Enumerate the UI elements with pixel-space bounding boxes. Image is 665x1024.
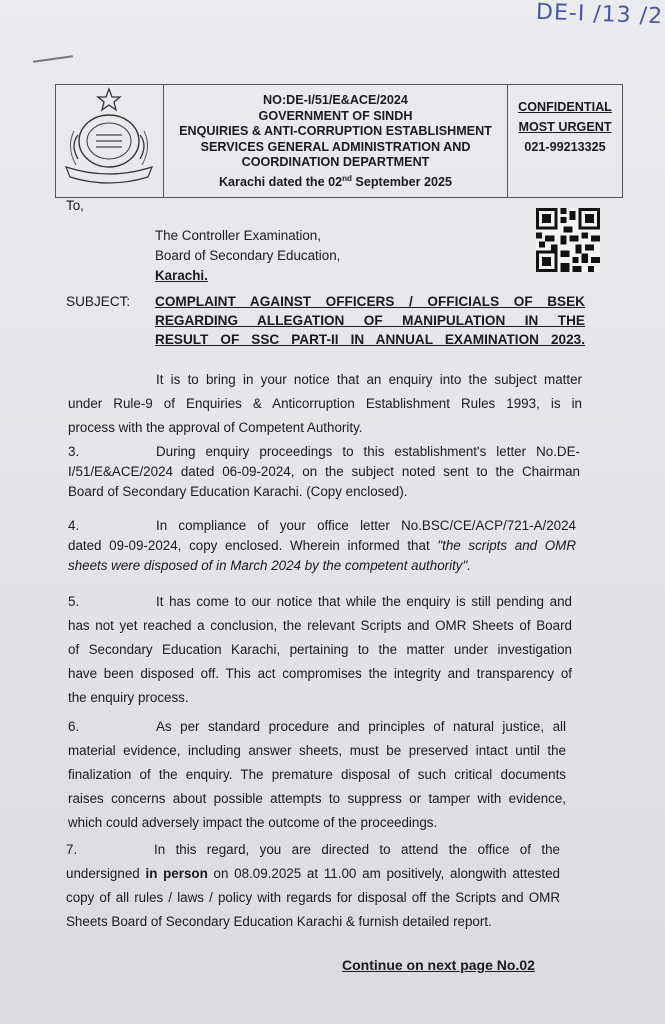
subject-line: REGARDING ALLEGATION OF MANIPULATION IN THE — [155, 313, 585, 328]
phone-number: 021-99213325 — [524, 140, 606, 154]
subject-line: RESULT OF SSC PART-II IN ANNUAL EXAMINATION 2023. — [155, 332, 585, 347]
department-line1: ENQUIRIES & ANTI-CORRUPTION ESTABLISHMENT — [179, 124, 492, 138]
letterhead-title-block — [164, 85, 508, 197]
handwritten-annotation: DE-I /13 /2 — [535, 0, 664, 30]
subject-label: SUBJECT: — [66, 294, 131, 309]
letter-date: Karachi dated the 02nd September 2025 — [218, 173, 453, 189]
paragraph-number: 5. — [68, 594, 80, 609]
most-urgent-label: MOST URGENT — [518, 120, 612, 134]
paragraph-1: It is to bring in your notice that an enquiry into the subject matter under Rule-9 of Enquiries & Anticorruption Establishment Rules 1993, is in process with the approval of Competent Authority. — [68, 372, 582, 435]
emphasis-in-person: in person — [145, 866, 208, 881]
addressee-block — [155, 226, 340, 286]
quoted-text: sheets were disposed of in March 2024 by the competent authority". — [68, 558, 471, 573]
department-line2: SERVICES GENERAL ADMINISTRATION AND — [200, 139, 471, 154]
subject-line: COMPLAINT AGAINST OFFICERS / OFFICIALS OF BSEK — [155, 294, 585, 309]
letterhead — [55, 84, 623, 198]
government-name: GOVERNMENT OF SINDH — [258, 108, 413, 123]
paragraph-4: 4. In compliance of your office letter No.BSC/CE/ACP/721-A/2024 dated 09-09-2024, copy enclosed. Wherein informed that "the scripts and OMR sheets were disposed of in March 2024 by the competent authority". — [68, 518, 576, 573]
paragraph-5: 5. It has come to our notice that while the enquiry is still pending and has not yet reached a conclusion, the relevant Scripts and OMR Sheets of Board of Secondary Education Karachi, pertaining to the matter under investigation have been disposed off. This act compromises the integrity and transparency of the enquiry process. — [68, 590, 572, 710]
sindh-emblem-icon — [56, 85, 162, 195]
seal-logo — [56, 85, 164, 197]
addressee-line1: The Controller Examination, — [155, 228, 321, 243]
pen-mark — [33, 55, 73, 63]
confidential-label: CONFIDENTIAL — [518, 100, 612, 114]
continue-next-page: Continue on next page No.02 — [342, 957, 535, 973]
subject-text — [155, 292, 585, 349]
reference-number: NO:DE-I/51/E&ACE/2024 — [263, 93, 408, 107]
paragraph-number: 4. — [68, 518, 80, 533]
paragraph-number: 6. — [68, 719, 80, 734]
salutation-to: To, — [66, 198, 84, 213]
paragraph-7: 7. In this regard, you are directed to attend the office of the undersigned in person on 08.09.2025 at 11.00 am positively, alongwith attested copy of all rules / laws / policy with regards for disposal off the Scripts and OMR Sheets Board of Secondary Education Karachi & furnish detailed report. — [66, 838, 560, 934]
paragraph-6: 6. As per standard procedure and principles of natural justice, all material evidence, including answer sheets, must be preserved intact until the finalization of the enquiry. The premature disposal of such critical documents raises concerns about possible attempts to suppress or tamper with evidence, which could adversely impact the outcome of the proceedings. — [68, 715, 566, 835]
paragraph-3: 3. During enquiry proceedings to this establishment's letter No.DE- I/51/E&ACE/2024 dated 06-09-2024, on the subject noted sent to the Chairman Board of Secondary Education Karachi. (Copy enclosed). — [68, 444, 580, 499]
classification-block — [508, 85, 622, 197]
addressee-line2: Board of Secondary Education, — [155, 248, 341, 263]
qr-code-icon — [536, 208, 600, 272]
quoted-text: "the scripts and OMR — [437, 538, 576, 553]
paragraph-number: 3. — [68, 444, 80, 459]
addressee-city: Karachi. — [155, 268, 208, 283]
department-line3: COORDINATION DEPARTMENT — [241, 155, 430, 169]
paragraph-number: 7. — [66, 842, 78, 857]
